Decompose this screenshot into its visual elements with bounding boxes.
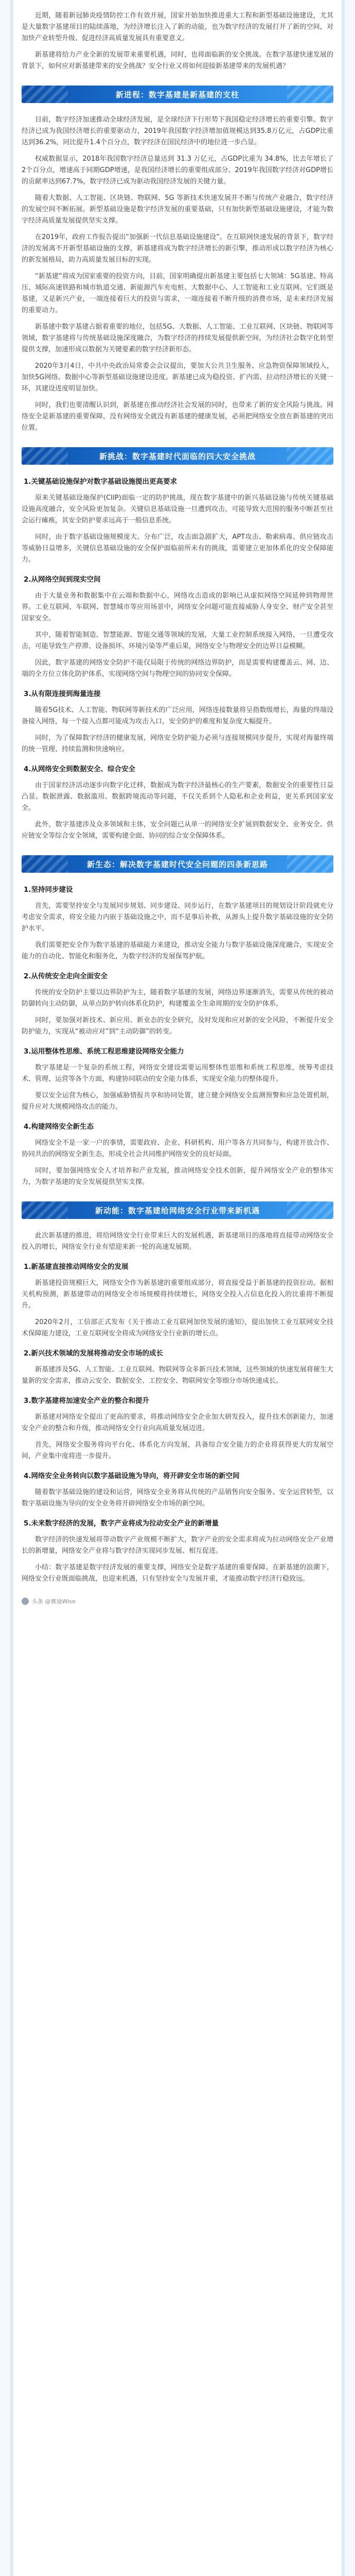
intro-paragraph: 近期，随着新冠肺炎疫情防控工作有效开展，国家开始加快推进重大工程和新型基础设施建设，尤其是大量数字基建项目的陆续落地，为经济增长注入了新的动能，也为数字经济的发展打开了新的空间，对加快产业转型升级、促进经济高质量发展具有重要意义。 xyxy=(22,12,333,42)
paragraph: 同时，我们也要清醒认识到，新基建在推动经济社会发展的同时，也带来了新的安全风险与挑战。网络安全是新基建的重要保障，没有网络安全就没有新基建的健康发展，必须把网络安全放在新基建的突出位置。 xyxy=(22,401,333,432)
paragraph: 数字基建是一个复杂的系统工程，网络安全建设需要运用整体性思维和系统工程思维，统筹考虑技术、管理、运营等各个方面，构建协同联动的安全能力体系，实现安全能力的整体提升。 xyxy=(22,1064,333,1083)
intro-paragraph: 新基建将给力产业全新的发展带来重要机遇，同时，也将面临新的安全挑战。在数字基建快速发展的背景下，如何应对新基建带来的安全挑战？安全行业又将如何迎接新基建带来的发展机遇？ xyxy=(22,51,333,70)
section-title: 新挑战：数字基建时代面临的四大安全挑战 xyxy=(99,451,256,461)
paragraph: 原来关键基础设施保护(CIIP)面临一定的防护挑战，现在数字基建中的新兴基础设施与传统关键基础设施高度融合，安全风险更加复杂。关键信息基础设施一旦遭到攻击，可能导致大范围的服务中断甚至社会运行瘫痪，其安全防护要求远高于一般信息系统。 xyxy=(22,494,333,524)
paragraph: 随着5G技术、人工智能、物联网等新技术的广泛应用，网络连接数量将呈指数级增长，海量的终端设备接入网络，每一个接入点都可能成为攻击入口，安全防护的难度和复杂度大幅提升。 xyxy=(22,706,333,725)
section-banner xyxy=(22,1201,333,1219)
subsection-heading: 4.网络安全业务转向以数字基础设施为导向，将开辟安全市场的新空间 xyxy=(24,1472,240,1480)
paragraph: 新基建涉及5G、人工智能、工业互联网、物联网等众多新兴技术领域，这些领域的快速发展将催生大量新的安全需求，推动云安全、数据安全、工控安全、物联网安全等细分市场快速成长。 xyxy=(22,1366,333,1385)
subsection-heading: 2.新兴技术领域的发展将推动安全市场的成长 xyxy=(24,1349,164,1358)
subsection-heading: 5.未来数字经济的发展，数字产业将成为拉动安全产业的新增量 xyxy=(24,1519,219,1528)
section-title: 新进程：数字基建是新基建的支柱 xyxy=(115,90,239,99)
paragraph: 由于国家经济活动逐步向数字化迁移，数据成为数字经济最核心的生产要素，数据安全的重要性日益凸显。数据泄露、数据滥用、数据跨境流动等问题，不仅关系到个人隐私和企业利益，更关系到国家安全。 xyxy=(22,782,333,812)
paragraph: 此外，数字基建涉及众多领域和主体，安全问题已从单一的网络安全扩展到数据安全、业务安全、供应链安全等综合安全领域，需要构建全面、协同的综合安全保障体系。 xyxy=(22,821,333,840)
paragraph: 随着数字基础设施的建设和运营，网络安全业务将从传统的产品销售向安全服务、安全运营转型，以数字基础设施为导向的安全业务将开辟网络安全市场的新空间。 xyxy=(22,1488,333,1507)
paragraph: “新基建”将成为国家重要的投资方向，目前，国家明确提出新基建主要包括七大领域：5G基建、特高压、城际高速铁路和城市轨道交通、新能源汽车充电桩、大数据中心、人工智能和工业互联网。它们既是基建，又是新兴产业，一端连接着巨大的投资与需求，一端连接着不断升级的消费市场，是未来经济发展的重要动力。 xyxy=(22,273,333,314)
paragraph: 由于大量业务和数据集中在云端和数据中心，网络攻击造成的影响已从虚拟网络空间延伸到物理世界。工业互联网、车联网、智慧城市等应用场景中，网络安全问题可能直接威胁人身安全、财产安全甚至国家安全。 xyxy=(22,592,333,622)
subsection-heading: 2.从网络空间到现实空间 xyxy=(24,575,101,584)
subsection-heading: 4.从网络安全到数据安全、综合安全 xyxy=(24,765,136,773)
paragraph: 首先，网络安全服务将向平台化、体系化方向发展，具备综合安全能力的企业将获得更大的发展空间，产业集中度将进一步提升。 xyxy=(22,1441,333,1460)
watermark-text: 头条 @赛迪Wise xyxy=(32,1598,76,1605)
subsection-heading: 3.从有限连接到海量连接 xyxy=(24,690,101,698)
watermark-logo-icon xyxy=(22,1598,29,1605)
subsection-heading: 1.坚持同步建设 xyxy=(24,886,73,894)
paragraph: 此次新基建的推进，将给网络安全行业带来巨大的发展机遇，新基建项目的落地将直接带动网络安全投入的增长，网络安全行业有望迎来新一轮的高速发展期。 xyxy=(22,1232,333,1251)
paragraph: 新基建中数字基建占据着重要的地位，包括5G、大数据、人工智能、工业互联网、区块链、物联网等领域，数字基建将与传统基础设施深度融合，为数字经济的持续发展提供新空间，为经济社会数字化转型提供支撑，加速形成以数据为关键要素的数字经济新形态。 xyxy=(22,323,333,353)
paragraph: 在2019年，政府工作报告提出“加强新一代信息基础设施建设”。在互联网快速发展的背景下，数字经济的发展离不开新型基础设施的支撑，新基建将成为数字经济增长的新引擎，推动形成以数字经济为核心的新发展格局，助力高质量发展目标的实现。 xyxy=(22,233,333,264)
section-title: 新动能：数字基建给网络安全行业带来新机遇 xyxy=(95,1206,260,1215)
subsection-heading: 2.从传统安全走向全面安全 xyxy=(24,972,108,980)
paragraph: 同时，为了保障数字经济的健康发展，网络安全防护能力必须与连接规模同步提升，实现对海量终端的统一管理、持续监测和快速响应。 xyxy=(22,734,333,753)
subsection-heading: 1.新基建直接推动网络安全的发展 xyxy=(24,1263,129,1271)
paragraph: 要以安全运营为核心，加强威胁情报共享和协同处置，建立健全网络安全监测预警和应急处置机制，提升应对大规模网络攻击的能力。 xyxy=(22,1092,333,1111)
subsection-heading: 1.关键基础设施保护对数字基础设施提出更高要求 xyxy=(24,478,177,486)
paragraph: 新基建投资规模巨大，网络安全作为新基建的重要组成部分，将直接受益于新基建的投资拉动。据相关机构预测，新基建带动的网络安全市场规模将持续增长，网络安全投入占信息化投入的比重将不断提升。 xyxy=(22,1279,333,1310)
paragraph: 因此，数字基建的网络安全防护不能仅局限于传统的网络边界防护，而是需要构建覆盖云、网、边、端的全方位立体化防护体系，实现网络空间与物理空间的协同安全保障。 xyxy=(22,659,333,678)
paragraph: 同时，要加强网络安全人才培养和产业发展，推动网络安全技术创新，提升网络安全产业的整体实力，为数字基建的安全发展提供坚实支撑。 xyxy=(22,1167,333,1186)
section-banner xyxy=(22,447,333,465)
paragraph: 随着大数据、人工智能、区块链、物联网、5G 等新技术快速发展并不断与传统产业融合，数字经济的发展空间不断拓展。新型基础设施是数字经济发展的重要基础，只有加快新型基础设施建设，才能为数字经济高质量发展提供坚实支撑。 xyxy=(22,194,333,225)
subsection-heading: 4.构建网络安全新生态 xyxy=(24,1123,94,1131)
subsection-heading: 3.运用整体性思维、系统工程思维建设网络安全能力 xyxy=(24,1047,184,1056)
paragraph: 小结：数字基建是数字经济发展的重要支撑，网络安全是数字基建的重要保障。在新基建的浪潮下，网络安全行业既面临挑战，也迎来机遇，只有坚持安全与发展并重，才能推动数字经济行稳致远。 xyxy=(22,1564,333,1583)
paragraph: 新基建对网络安全提出了更高的要求，将推动网络安全企业加大研发投入，提升技术创新能力，加速安全产业的整合和升级，推动网络安全行业向高质量发展迈进。 xyxy=(22,1413,333,1432)
paragraph: 权威数据显示，2018年我国数字经济总量达到 31.3 万亿元，占GDP比重为 34.8%，比去年增长了2个百分点，增速高于同期GDP增速，是我国经济增长的重要组成部分。2019年我国数字经济对GDP增长的贡献率达到67.7%，数字经济已成为驱动我国经济发展的关键力量。 xyxy=(22,155,333,185)
section-title: 新生态：解决数字基建时代安全问题的四条新思路 xyxy=(86,859,268,869)
paragraph: 我们需要把安全作为数字基建的基础能力来建设，推动安全能力与数字基础设施深度融合，实现安全能力的自动化、智能化和服务化，为数字经济的发展保驾护航。 xyxy=(22,941,333,960)
paragraph: 首先，需要坚持安全与发展同步规划、同步建设、同步运行，在数字基建项目的规划设计阶段就充分考虑安全需求，将安全能力内嵌于基础设施之中，而不是事后补救，从源头上提升数字基础设施的安全防护水平。 xyxy=(22,902,333,933)
paragraph: 传统的安全防护主要以边界防护为主，随着数字基建的发展，网络边界逐渐消失，需要从传统的被动防御转向主动防御，从单点防护转向体系化防护，构建覆盖全生命周期的安全防护体系。 xyxy=(22,989,333,1008)
article-body xyxy=(10,0,345,2576)
paragraph: 2020年3月4日，中共中央政治局常委会会议提出，要加大公共卫生服务、应急物资保障领域投入，加快5G网络、数据中心等新型基础设施建设进度。新基建已成为稳投资、扩内需、拉动经济增长的关键一环，其建设进度明显加快。 xyxy=(22,362,333,393)
paragraph: 其中，随着智能制造、智慧能源、智能交通等领域的发展，大量工业控制系统接入网络，一旦遭受攻击，可能导致生产停滞、设备损坏、环境污染等严重后果，网络安全与物理安全的边界日益模糊。 xyxy=(22,631,333,650)
paragraph: 同时，要加强对新技术、新应用、新业态的安全研究，及时发现和应对新的安全风险，不断提升安全防护能力，实现从“被动应对”到“主动防御”的转变。 xyxy=(22,1016,333,1036)
paragraph: 目前，数字经济加速推动全球经济发展，是全球经济下行形势下我国稳定经济增长的重要引擎。数字经济已成为我国经济增长的重要驱动力，2019年我国数字经济增加值规模达到35.8万亿元，占GDP比重达到36.2%，同比提升1.4个百分点，数字经济在国民经济中的地位进一步凸显。 xyxy=(22,116,333,146)
paragraph: 数字经济的快速发展将带动数字产业规模不断扩大，数字产业的安全需求将成为拉动网络安全产业增长的新增量，网络安全产业将与数字经济实现同步发展、相互促进。 xyxy=(22,1536,333,1555)
paragraph: 同时，由于数字基础设施规模庞大、分布广泛，攻击面急剧扩大，APT攻击、勒索病毒、供应链攻击等威胁日益增多，关键信息基础设施的安全保护面临前所未有的挑战，需要建立更加体系化的安全保障能力。 xyxy=(22,533,333,564)
paragraph: 网络安全不是一家一户的事情，需要政府、企业、科研机构、用户等各方共同参与，构建开放合作、协同共治的网络安全新生态，形成全社会共同维护网络安全的良好局面。 xyxy=(22,1139,333,1158)
subsection-heading: 3.数字基建将加速安全产业的整合和提升 xyxy=(24,1397,150,1405)
section-banner xyxy=(22,86,333,103)
sections xyxy=(22,86,333,1585)
intro xyxy=(22,10,333,72)
section-banner xyxy=(22,855,333,873)
watermark xyxy=(22,1597,333,1605)
paragraph: 2020年2月，工信部正式发布《关于推动工业互联网加快发展的通知》，提出加快工业互联网安全技术保障能力建设，工业互联网安全将成为网络安全行业新的增长点。 xyxy=(22,1318,333,1337)
